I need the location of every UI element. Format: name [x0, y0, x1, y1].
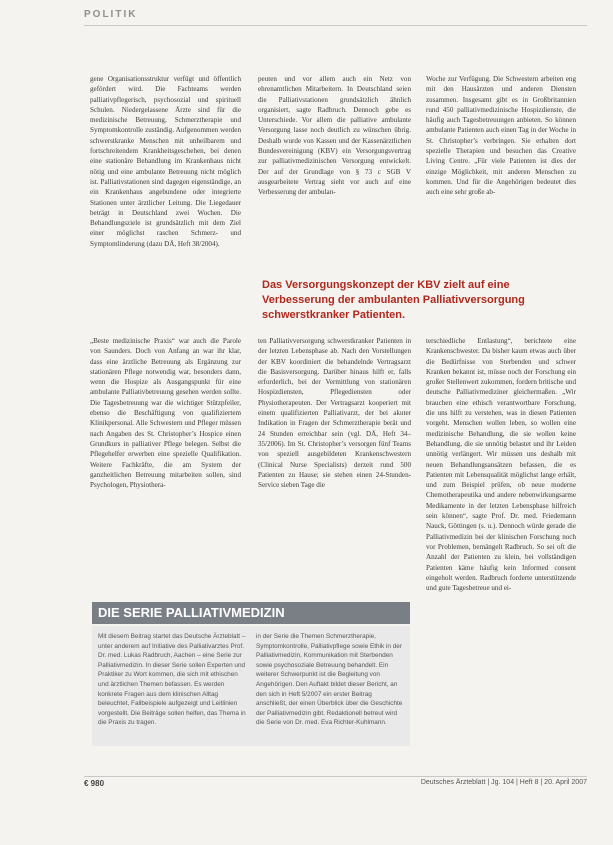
series-box-title: DIE SERIE PALLIATIVMEDIZIN	[92, 602, 410, 624]
journal-citation: Deutsches Ärzteblatt | Jg. 104 | Heft 8 | 20. April 2007	[420, 779, 587, 786]
column-2-bottom-text: ten Palliativversorgung schwerstkranker Patienten in der letzten Lebensphase ab. Nach den Vorstellungen der KBV koordiniert die behandelnde Vertragsarzt die Basisversorgung. Darüber hinaus hilft er, falls erforderlich, bei der Vermittlung von stationären Hospizdiensten, Pflegediensten oder Physiotherapeuten. Der Vertragsarzt kooperiert mit einem qualifizierten Palliativarzt, der bei akuter Indikation in Fragen der Schmerztherapie berät und 24 Stunden erreichbar sein (vgl. DÄ, Heft 34–35/2006). Im St. Christopher’s versorgen fünf Teams von speziell ausgebildeten Krankenschwestern (Clinical Nurse Specialists) derzeit rund 500 Patienten zu Hause; sie stehen einen 24-Stunden-Service sieben Tage die	[258, 337, 411, 490]
page-number: € 980	[84, 779, 105, 788]
series-box	[92, 626, 410, 746]
column-1-top-text: gene Organisationsstruktur verfügt und öffentlich gefördert wird. Die Fachteams werden palliativpflegerisch, psychosozial und spirituell Schulen. Niedergelassene Ärzte sind für die medizinische Betreuung, Schmerztherapie und Symptomkontrolle zuständig. Aufgenommen werden schwerstkranke Menschen mit unheilbarem und fortschreitendem Krankheitsgeschehen, bei denen eine stationäre Behandlung im Krankenhaus nicht nötig und eine ambulante Betreuung nicht möglich ist. Palliativstationen sind dagegen eigenständige, an ein Krankenhaus angebundene oder integrierte Stationen unter ärztlicher Leitung. Die Liegedauer beträgt in Deutschland zwei Wochen. Die Behandlungsziele ist grundsätzlich mit dem Ziel einer möglichst raschen Schmerz- und Symptomlinderung (dazu DÄ, Heft 38/2004).	[90, 75, 241, 248]
series-box-col-2: in der Serie die Themen Schmerztherapie, Symptomkontrolle, Palliativpflege sowie Ethik in der Palliativmedizin, Kommunikation mit Sterbenden sowie psychosoziale Betreuung behandelt. Ein weiterer Schwerpunkt ist die Begleitung von Angehörigen. Den Auftakt bildet dieser Bericht, an den sich in Heft 5/2007 ein erster Beitrag anschließt, der einen Überblick über die Geschichte der Palliativmedizin gibt. Redaktionell betreut wird die Serie von Dr. med. Eva Richter-Kuhlmann.	[256, 633, 403, 727]
column-1-bottom-text: „Beste medizinische Praxis“ war auch die Parole von Saunders. Doch von Anfang an war ihr klar, dass eine ärztliche Betreuung als Ergänzung zur stationären Pflege notwendig war, besonders dann, wenn die Hospize als Ausgangspunkt für eine ambulante Palliativbetreuung gesehen werden sollte. Die Tagesbetreuung war die wichtiger Stützpfeiler, ebenso die Beschäftigung von qualifiziertem Klinikpersonal. Alle Schwestern und Pfleger müssen nach Angaben des St. Christopher’s Hospice einen Grundkurs in palliativer Pflege belegen. Selbst die Pflegehelfer erwerben eine spezielle Qualifikation. Weitere Fachkräfte, die am System der ganzheitlichen Betreuung mitarbeiten sollen, sind Psychologen, Physiothera-	[90, 337, 241, 490]
column-1-top	[90, 74, 241, 272]
column-2-top	[258, 74, 411, 264]
pull-quote: Das Versorgungskonzept der KBV zielt auf eine Verbesserung der ambulanten Palliativversorgung schwerstkranker Patienten.	[262, 279, 525, 321]
column-3-bottom-text: terschiedliche Entlastung“, berichtete eine Krankenschwester. Da bisher kaum etwas auch über die Bedürfnisse von Sterbenden und schwer Kranken bekannt ist, müsse noch der Forschung ein großer Stellenwert zukommen, fordern britische und deutsche Palliativmediziner gleichermaßen. „Wir brauchen eine ethisch verantwortbare Forschung, die uns hilft zu verstehen, was in diesen Patienten vorgeht. Menschen wollen leben, so wollen eine medizinische Behandlung, die sie wollen keine Behandlung, die sie unnötig belastet und ihr Leiden unnötig verlängert. Wir müssen uns deshalb mit neuen Behandlungsansätzen befassen, die es Patienten mit Lebensqualität möglichst lange erhält, und zum Beispiel prüfen, ob neue moderne Chemotherapeutika und andere nebenwirkungsarme Medikamente in der letzten Lebensphase hilfreich sein können“, sagte Prof. Dr. med. Friedemann Nauck, Göttingen (s. u.). Dennoch würde gerade die Palliativmedizin bei der klinischen Forschung noch vor Problemen, bemängelt Radbruch. So sei oft die Anzahl der Patienten zu klein, bei vollständigen Patienten käme häufig kein Informed consent eingeholt werden. Radbruch forderte unterstützende und gute Tagesbetreue und ei-	[426, 337, 576, 593]
header-rule	[84, 25, 587, 26]
column-3-top	[426, 74, 576, 264]
column-1-bottom	[90, 336, 241, 596]
column-2-top-text: peuten und vor allem auch ein Netz von ehrenamtlichen Mitarbeitern. In Deutschland seien die Palliativstationen grundsätzlich ähnlich organisiert, sagte Radbruch. Dennoch gebe es Unterschiede. Vor allem die palliative ambulante Versorgung lasse noch deutlich zu wünschen übrig. Deshalb wurde von Kassen und der Kassenärztlichen Bundesvereinigung (KBV) ein Versorgungsvertrag zur palliativmedizinischen Versorgung entwickelt. Der auf der Grundlage von § 73 c SGB V ausgearbeitete Vertrag sieht vor auch auf eine Verbesserung der ambulan-	[258, 75, 411, 197]
column-2-bottom	[258, 336, 411, 596]
column-3-bottom	[426, 336, 576, 768]
section-header: POLITIK	[84, 9, 138, 20]
page-footer	[84, 779, 587, 791]
footer-rule	[84, 776, 587, 777]
series-box-col-1: Mit diesem Beitrag startet das Deutsche Ärzteblatt – unter anderem auf Initiative des Palliativarztes Prof. Dr. med. Lukas Radbruch, Aachen – eine Serie zur Palliativmedizin. In dieser Serie sollen Experten und Praktiker zu Wort kommen, die sich mit ethischen und ärztlichen Themen befassen. Es werden konkrete Fragen aus dem klinischen Alltag beleuchtet, Fallbeispiele aufgezeigt und Leitlinien vorgestellt. Die Beiträge sollen helfen, das Thema in die Praxis zu tragen.	[98, 633, 246, 727]
column-3-top-text: Woche zur Verfügung. Die Schwestern arbeiten eng mit den Hausärzten und anderen Diensten zusammen. Insgesamt gibt es in Großbritannien rund 450 palliativmedizinische Hospizdienste, die häufig auch Tagesbetreuungen anbieten. So können ambulante Patienten auch einen Tag in der Woche in St. Christopher’s verbringen. Sie erhalten dort spezielle Therapien und besuchen das Creative Living Centre. „Für viele Patienten ist dies der einzige Möglichkeit, mit anderen Menschen zu kommen. Und für die Angehörigen bedeutet dies auch eine sehr große ab-	[426, 75, 576, 197]
